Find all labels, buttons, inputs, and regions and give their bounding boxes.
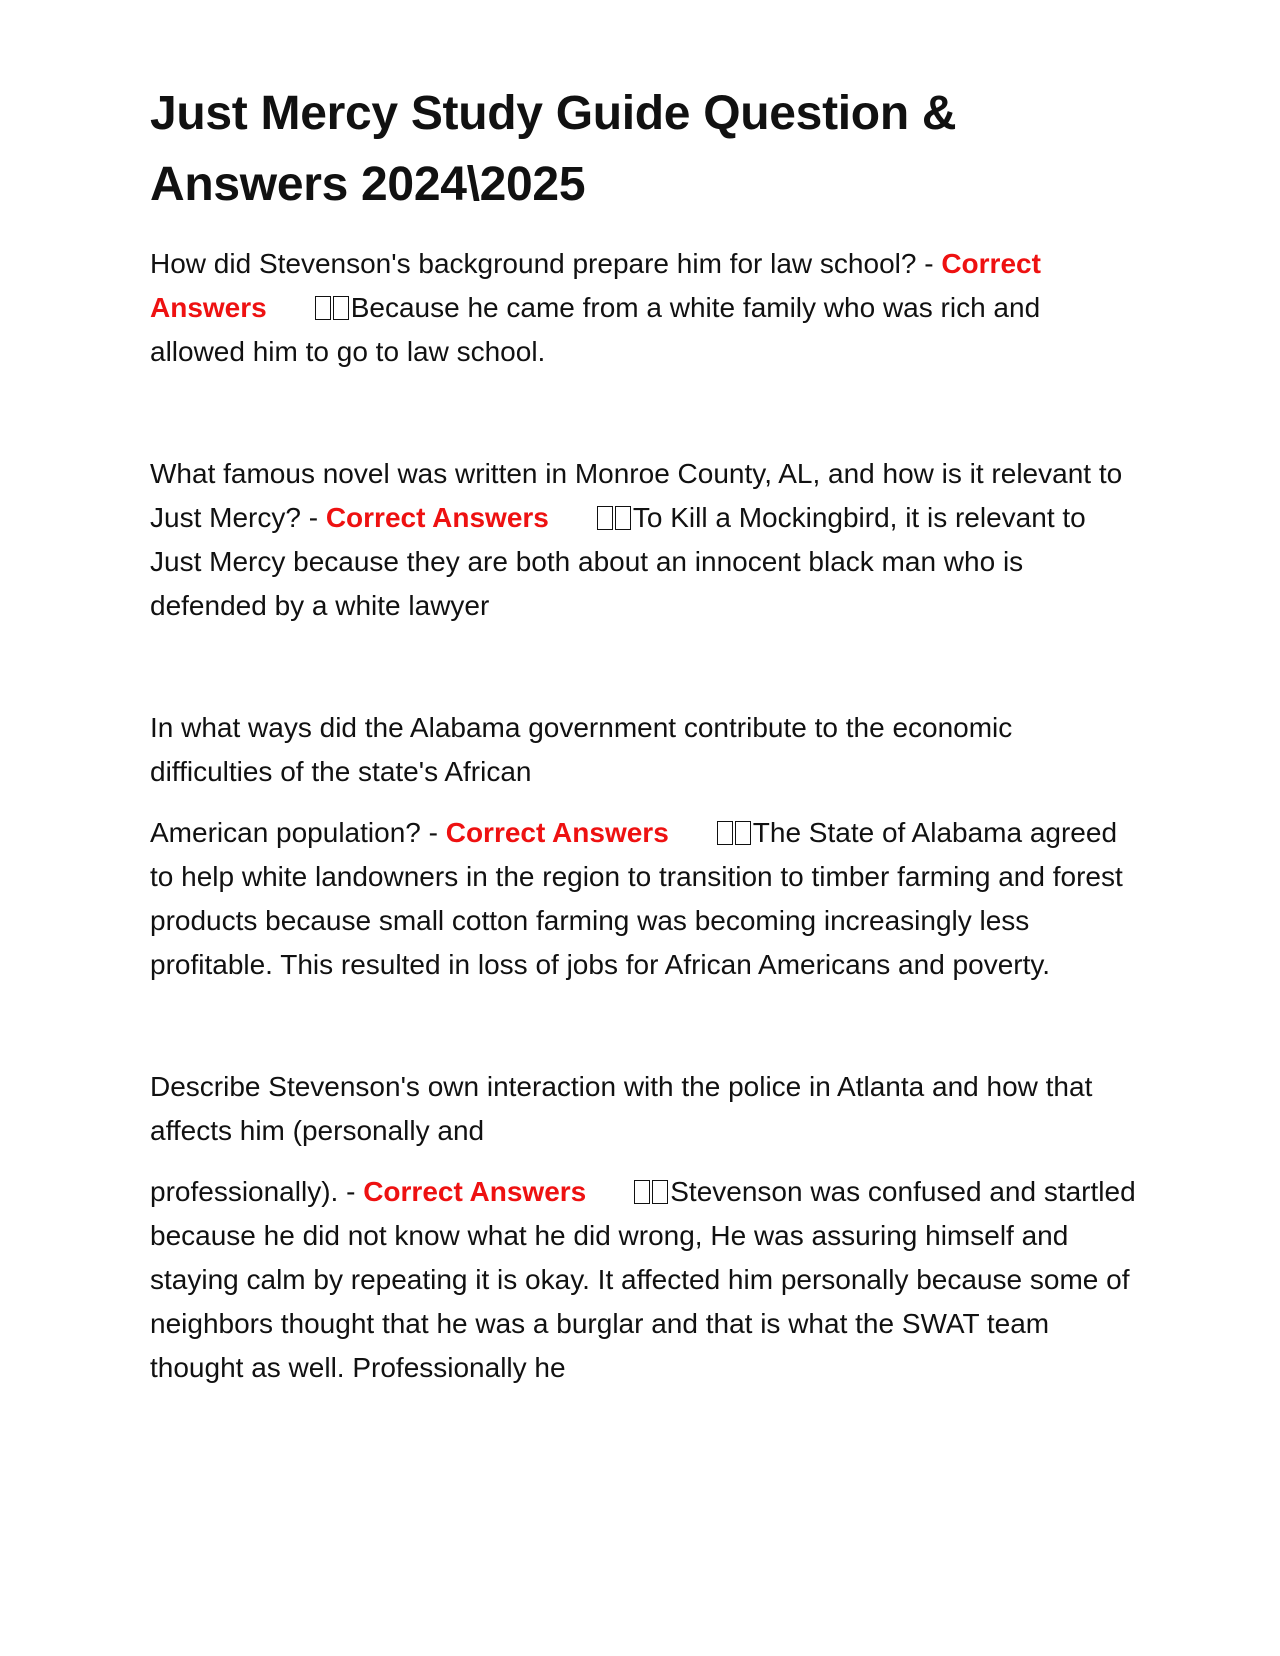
separator: - bbox=[916, 248, 942, 279]
answer-text: Stevenson was confused and startled because he did not know what he did wrong, He was assuring himself and staying calm by repeating it is okay. It affected him personally because some of neighbors thought that he was a burglar and that is what the SWAT team thought as well. Professionally he bbox=[150, 1176, 1136, 1383]
question-text: American population? bbox=[150, 817, 421, 848]
qa-item bbox=[150, 706, 1140, 987]
answer-label: Correct Answers bbox=[150, 248, 1041, 323]
document-title: Just Mercy Study Guide Question & Answers 2024\2025 bbox=[150, 87, 957, 211]
answer-text: Because he came from a white family who was rich and allowed him to go to law school. bbox=[150, 292, 1041, 367]
question-paragraph: In what ways did the Alabama government contribute to the economic difficulties of the state's African bbox=[150, 712, 1013, 787]
answer-label: Correct Answers bbox=[325, 502, 549, 533]
qa-item bbox=[150, 1065, 1140, 1390]
answer-label: Correct Answers bbox=[445, 817, 669, 848]
separator: - bbox=[420, 817, 446, 848]
qa-item bbox=[150, 452, 1140, 628]
question-text: What famous novel was written in Monroe County, AL, and how is it relevant to Just Mercy? bbox=[150, 458, 1123, 533]
missing-glyph-icon bbox=[597, 496, 633, 540]
question-text: professionally). bbox=[150, 1176, 339, 1207]
missing-glyph-icon bbox=[315, 286, 351, 330]
answer-text: The State of Alabama agreed to help white landowners in the region to transition to timber farming and forest products because small cotton farming was becoming increasingly less profitable. This resulted in loss of jobs for African Americans and poverty. bbox=[150, 817, 1123, 980]
missing-glyph-icon bbox=[717, 811, 753, 855]
separator: - bbox=[338, 1176, 364, 1207]
missing-glyph-icon bbox=[634, 1170, 670, 1214]
answer-text: To Kill a Mockingbird, it is relevant to Just Mercy because they are both about an innocent black man who is defended by a white lawyer bbox=[150, 502, 1086, 621]
qa-paragraph bbox=[150, 452, 1140, 628]
question-text: How did Stevenson's background prepare him for law school? bbox=[150, 248, 917, 279]
qa-item bbox=[150, 242, 1140, 374]
qa-paragraph bbox=[150, 242, 1140, 374]
question-paragraph: Describe Stevenson's own interaction with the police in Atlanta and how that affects him (personally and bbox=[150, 1071, 1093, 1146]
qa-paragraph bbox=[150, 1170, 1140, 1390]
document-page bbox=[150, 78, 1140, 1468]
answer-label: Correct Answers bbox=[363, 1176, 587, 1207]
qa-paragraph bbox=[150, 811, 1140, 987]
separator: - bbox=[300, 502, 326, 533]
